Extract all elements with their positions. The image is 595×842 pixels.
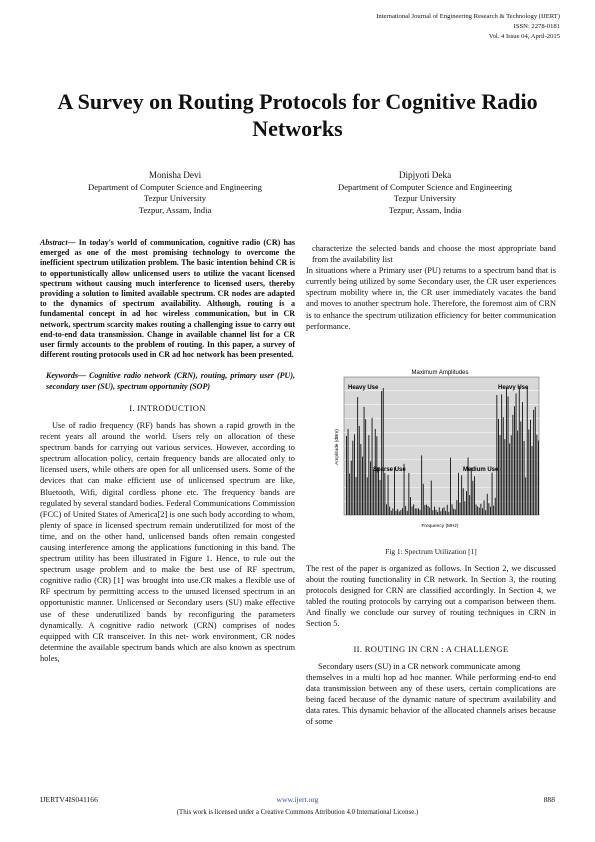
spectrum-spike — [524, 441, 525, 515]
spectrum-spike — [482, 508, 483, 515]
abstract-label: Abstract— — [40, 238, 76, 247]
section2-paragraph: themselves in a multi hop ad hoc manner. While performing end-to end data transmission between any of these users, certain complications are being faced because of the dynamic nature of spectrum availability and data rates. This dynamic behavior of the allocated channels arises because of some — [306, 672, 556, 727]
spectrum-spike — [384, 473, 385, 515]
spectrum-spike — [352, 441, 353, 515]
spectrum-spike — [453, 509, 454, 515]
spectrum-spike — [527, 388, 528, 515]
organization-paragraph: The rest of the paper is organized as follows. In Section 2, we discussed about the routing functionality in CR network. In Section 3, the routing protocols designed for CRN are classified accordingly. In Section 4, we tabled the routing protocols by carrying out a comparison between them. And finally we conclude our survey of routing techniques in CRN in Section 5. — [306, 564, 556, 629]
medium-use-label: Medium Use — [463, 467, 499, 473]
spectrum-spike — [493, 506, 494, 515]
spectrum-spike — [394, 467, 395, 515]
spectrum-spike — [520, 421, 521, 515]
spectrum-spike — [426, 505, 427, 515]
section-heading-2: II. ROUTING IN CRN : A CHALLENGE — [353, 643, 509, 654]
spectrum-spike — [490, 507, 491, 515]
spectrum-spike — [512, 415, 513, 515]
spectrum-spike — [522, 402, 523, 515]
spectrum-spike — [407, 511, 408, 515]
journal-name: International Journal of Engineering Research & Technology (IJERT) — [376, 13, 560, 20]
paper-id: IJERTV4IS041166 — [40, 795, 98, 804]
spectrum-spike — [448, 512, 449, 515]
page-number: 888 — [543, 795, 555, 804]
spectrum-spike — [495, 498, 496, 515]
spectrum-spike — [367, 477, 368, 515]
spectrum-spike — [412, 507, 413, 515]
spectrum-spike — [370, 461, 371, 515]
spectrum-spike — [360, 444, 361, 515]
spectrum-spike — [469, 495, 470, 515]
spectrum-spike — [429, 508, 430, 515]
author-univ: Tezpur University — [143, 193, 207, 203]
spectrum-spike — [511, 435, 512, 515]
author-place: Tezpur, Assam, India — [138, 204, 212, 215]
spectrum-spike — [432, 510, 433, 515]
spectrum-spike — [496, 395, 497, 515]
spectrum-spike — [501, 394, 502, 515]
spectrum-spike — [431, 481, 432, 515]
spectrum-spike — [364, 407, 365, 515]
spectrum-spike — [506, 388, 507, 515]
spectrum-spike — [480, 504, 481, 515]
spectrum-spike — [488, 503, 489, 515]
spectrum-spike — [458, 473, 459, 515]
spectrum-spike — [440, 511, 441, 515]
spectrum-spike — [428, 506, 429, 515]
spectrum-spike — [466, 491, 467, 515]
spectrum-spike — [461, 475, 462, 515]
spectrum-spike — [405, 506, 406, 515]
right-column-bottom — [306, 563, 556, 727]
spectrum-spike — [525, 477, 526, 515]
spectrum-spike — [484, 500, 485, 515]
author-block-1 — [55, 170, 295, 216]
spectrum-spike — [514, 406, 515, 515]
spectrum-spike — [464, 501, 465, 515]
spectrum-spike — [351, 461, 352, 515]
section2-line1: Secondary users (SU) in a CR network communicate among — [318, 661, 521, 671]
spectrum-spike — [463, 488, 464, 515]
spectrum-spike — [396, 511, 397, 515]
spectrum-spike — [479, 508, 480, 515]
spectrum-spike — [455, 509, 456, 515]
spectrum-spike — [378, 467, 379, 515]
author-place: Tezpur, Assam, India — [388, 204, 462, 215]
spectrum-spike — [346, 436, 347, 515]
author-univ: Tezpur University — [393, 193, 457, 203]
spectrum-spike — [400, 510, 401, 515]
spectrum-spike — [420, 510, 421, 515]
spectrum-spike — [516, 394, 517, 515]
spectrum-spike — [492, 473, 493, 515]
pu-paragraph: In situations where a Primary user (PU) returns to a spectrum band that is currently being utilized by some Secondary user, the CR user experiences spectrum mobility where in, the CR user immediately vacates the band and moves to another spectrum hole. Therefore, the foremost aim of CRN is to enhance the spectrum utilization efficiency for better communication performance. — [306, 266, 556, 331]
spectrum-spike — [509, 443, 510, 515]
spectrum-spike — [348, 429, 349, 515]
spectrum-spike — [477, 506, 478, 515]
spectrum-spike — [444, 507, 445, 515]
spectrum-spike — [528, 430, 529, 515]
spectrum-spike — [421, 455, 422, 515]
spectrum-spike — [450, 458, 451, 515]
spectrum-spike — [399, 511, 400, 515]
spectrum-spike — [532, 446, 533, 515]
spectrum-spike — [383, 388, 384, 515]
issn: ISSN: 2278-0181 — [513, 23, 560, 30]
intro-paragraph: Use of radio frequency (RF) bands has shown a rapid growth in the recent years all around the world. Users rely on allocation of these spectrum bands for carrying out various services. However, according to spectrum allocation policy, certain frequency bands are allocated only to licensed users, while others are open for all unlicensed users. Some of the devices that can make efficient use of unlicensed spectrum are like, Bluetooth, Wifi, digital cordless phone etc. The frequency bands are regulated by several standard bodies. Federal Communications Commission (FCC) of United States of America[2] is one such body according to whom, plenty of space in licensed spectrum remain underutilized for most of the time, and on the other hand, unlicensed bands often remain congested causing interference among the applications functioning in this band. The spectrum utility has been illustrated in Figure 1. Hence, to rule out the spectrum usage problem and to make the best use of RF spectrum, cognitive radio (CR) [1] was brought into use.CR makes a flexible use of RF spectrum by permitting access to the unused licensed spectrum in an opportunistic manner. Unlicensed or Secondary users (SU) make effective use of these underutilized bands by reconfiguring the parameters dynamically. A cognitive radio network (CRN) comprises of nodes equipped with CR transceiver. In this net- work environment, CR nodes determine the available spectrum bands which are also known as spectrum holes, — [40, 420, 295, 663]
spectrum-spike — [460, 503, 461, 515]
spectrum-spike — [389, 507, 390, 515]
y-axis-label: Amplitude (dBm) — [335, 429, 340, 465]
spectrum-spike — [487, 494, 488, 515]
spectrum-spike — [456, 500, 457, 515]
spectrum-spike — [376, 436, 377, 515]
left-column — [40, 238, 295, 664]
spectrum-spike — [381, 391, 382, 515]
spectrum-spike — [504, 439, 505, 515]
spectrum-spike — [447, 505, 448, 515]
spectrum-spike — [413, 504, 414, 515]
spectrum-spike — [437, 512, 438, 515]
heavy-use-label-right: Heavy Use — [498, 385, 529, 391]
spectrum-spike — [439, 507, 440, 515]
spectrum-spike — [500, 435, 501, 515]
journal-header — [300, 12, 560, 42]
spectrum-spike — [357, 397, 358, 515]
spectrum-spike — [354, 434, 355, 515]
abstract-text: In today's world of communication, cognitive radio (CR) has emerged as one of the most promising technology to overcome the inefficient spectrum utilization problem. The basic intention behind CR is to opportunistically allow unlicensed users to utilize the vacant licensed spectrum without causing much interference to licensed users, thereby providing a solution to limited available spectrum. CR nodes are adapted to the dynamics of spectrum availability. Although, routing is a fundamental concept in ad hoc wireless communication, but in CR network, spectrum scarcity makes routing a challenging issue to carry out end-to-end data transmission. Change in available channel list for a CR user firmly accounts to the problem of routing. In this paper, a survey of different routing protocols used in CR ad hoc network has been presented. — [40, 238, 295, 360]
spectrum-spike — [356, 477, 357, 515]
x-axis-label: Frequency (MHz) — [421, 524, 459, 529]
sparse-use-label: Sparse Use — [373, 467, 406, 473]
spectrum-spike — [452, 504, 453, 515]
spectrum-spike — [485, 510, 486, 515]
spectrum-spike — [519, 386, 520, 515]
continued-text: characterize the selected bands and choose the most appropriate band from the availability list — [312, 244, 556, 265]
spectrum-spike — [415, 508, 416, 515]
spectrum-spike — [503, 417, 504, 515]
author-block-2 — [305, 170, 545, 216]
spectrum-spike — [424, 505, 425, 515]
spectrum-spike — [474, 476, 475, 515]
spectrum-spike — [391, 511, 392, 515]
spectrum-spike — [472, 481, 473, 515]
author-dept: Department of Computer Science and Engineering — [338, 181, 512, 192]
spectrum-spike — [386, 504, 387, 515]
spectrum-spike — [410, 497, 411, 515]
spectrum-spike — [476, 504, 477, 515]
spectrum-spike — [530, 420, 531, 515]
spectrum-spike — [402, 508, 403, 515]
spectrum-spike — [362, 457, 363, 515]
spectrum-spike — [418, 508, 419, 515]
spectrum-spike — [538, 441, 539, 515]
volume: Vol. 4 Issue 04, April-2015 — [488, 33, 560, 40]
spectrum-spike — [365, 419, 366, 515]
spectrum-spike — [380, 480, 381, 515]
spectrum-spike — [508, 396, 509, 515]
spectrum-spike — [535, 407, 536, 515]
figure-title: Maximum Amplitudes — [411, 370, 469, 376]
spectrum-spike — [392, 508, 393, 515]
spectrum-spike — [434, 507, 435, 515]
spectrum-spike — [368, 435, 369, 515]
spectrum-spike — [359, 426, 360, 515]
website-link[interactable]: www.ijert.org — [276, 795, 319, 804]
spectrum-spike — [517, 430, 518, 515]
paper-title: A Survey on Routing Protocols for Cognitive Radio Networks — [57, 89, 538, 141]
spectrum-spike — [373, 469, 374, 515]
author-dept: Department of Computer Science and Engineering — [88, 181, 262, 192]
spectrum-spike — [408, 473, 409, 515]
author-name: Dipjyoti Deka — [398, 170, 452, 180]
keywords: Keywords— Cognitive radio network (CRN), routing, primary user (PU), secondary user (SU), spectrum opportunity (SOP) — [46, 371, 295, 391]
spectrum-spike — [436, 510, 437, 515]
author-name: Monisha Devi — [148, 170, 202, 180]
section-heading: I. INTRODUCTION — [129, 402, 206, 413]
abstract — [40, 238, 295, 360]
spectrum-spike — [471, 468, 472, 515]
heavy-use-label-left: Heavy Use — [348, 385, 379, 391]
spectrum-spike — [533, 410, 534, 515]
spectrum-spike — [536, 435, 537, 515]
spectrum-spike — [397, 509, 398, 515]
spectrum-spike — [388, 475, 389, 515]
spectrum-spike — [442, 508, 443, 515]
right-column-top — [306, 243, 556, 332]
spectrum-spike — [445, 511, 446, 515]
figure-caption: Fig 1: Spectrum Utilization [1] — [385, 547, 477, 556]
spectrum-spike — [423, 484, 424, 515]
spectrum-figure — [330, 365, 545, 540]
spectrum-spike — [349, 473, 350, 515]
spectrum-spike — [416, 508, 417, 515]
license-note: (This work is licensed under a Creative Commons Attribution 4.0 International License.) — [176, 809, 419, 816]
